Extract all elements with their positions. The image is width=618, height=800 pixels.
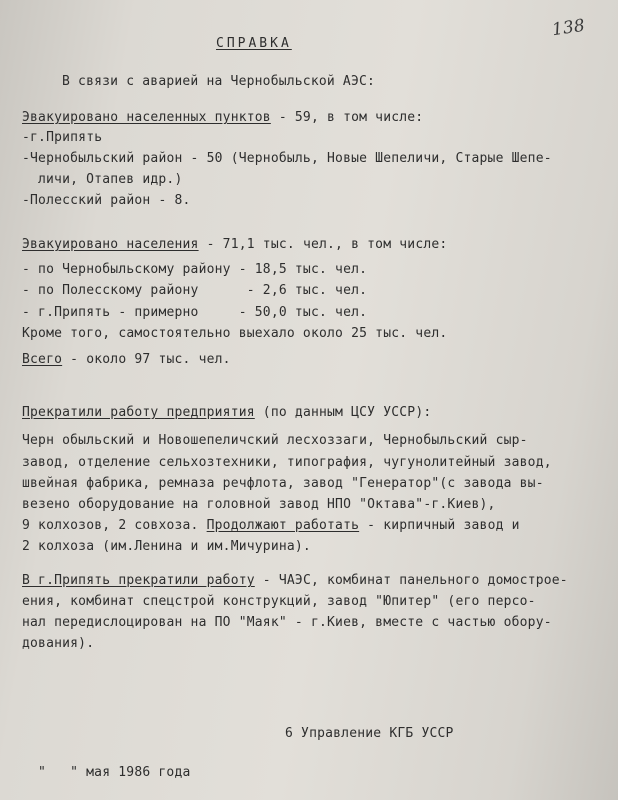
intro-line: В связи с аварией на Чернобыльской АЭС: xyxy=(62,74,376,89)
settlements-heading-rest: - 59, в том числе: xyxy=(270,110,424,125)
population-item: Кроме того, самостоятельно выехало около 25 тыс. чел. xyxy=(22,326,448,341)
pripyat-line: дования). xyxy=(22,636,95,651)
enterprises-line: Черн обыльский и Новошепеличский лесхоззаги, Чернобыльский сыр- xyxy=(22,433,528,448)
population-item: - по Чернобыльскому району - 18,5 тыс. чел. xyxy=(22,262,368,277)
pripyat-line: ения, комбинат спецстрой конструкций, завод "Юпитер" (его персо- xyxy=(22,594,536,609)
settlement-item: -г.Припять xyxy=(22,130,103,145)
enterprises-line: завод, отделение сельхозтехники, типография, чугунолитейный завод, xyxy=(22,455,552,470)
continue-working-label: Продолжают работать xyxy=(206,518,360,533)
population-item: - по Полесскому району - 2,6 тыс. чел. xyxy=(22,283,368,298)
document-date: " " мая 1986 года xyxy=(38,765,191,780)
population-total-rest: - около 97 тыс. чел. xyxy=(62,352,231,367)
enterprises-line: 2 колхоза (им.Ленина и им.Мичурина). xyxy=(22,539,311,554)
pripyat-line: нал передислоцирован на ПО "Маяк" - г.Киев, вместе с частью обору- xyxy=(22,615,552,630)
population-item: - г.Припять - примерно - 50,0 тыс. чел. xyxy=(22,305,368,320)
page-number: 138 xyxy=(550,15,587,41)
population-total-label: Всего xyxy=(22,352,63,367)
enterprises-line: везено оборудование на головной завод НПО "Октава"-г.Киев), xyxy=(22,497,496,512)
pripyat-heading-label: В г.Припять прекратили работу xyxy=(22,573,255,588)
enterprises-heading-label: Прекратили работу предприятия xyxy=(22,405,255,420)
pripyat-heading-rest: - ЧАЭС, комбинат панельного домострое- xyxy=(254,573,568,588)
enterprises-heading xyxy=(22,405,431,421)
signature: 6 Управление КГБ УССР xyxy=(285,726,454,741)
settlements-heading-label: Эвакуировано населенных пунктов xyxy=(22,110,271,125)
pripyat-heading xyxy=(22,573,568,589)
enterprises-line xyxy=(22,518,520,534)
population-heading-rest: - 71,1 тыс. чел., в том числе: xyxy=(198,237,448,252)
population-total xyxy=(22,352,231,368)
population-heading-label: Эвакуировано населения xyxy=(22,237,199,252)
settlement-item: личи, Отапев идр.) xyxy=(38,172,183,187)
enterprises-line5-post: - кирпичный завод и xyxy=(359,518,520,533)
settlement-item: -Чернобыльский район - 50 (Чернобыль, Новые Шепеличи, Старые Шепе- xyxy=(22,151,552,166)
enterprises-line5-pre: 9 колхозов, 2 совхоза. xyxy=(22,518,207,533)
document-title: СПРАВКА xyxy=(216,36,292,51)
settlement-item: -Полесский район - 8. xyxy=(22,193,191,208)
population-heading xyxy=(22,237,447,253)
settlements-heading xyxy=(22,110,423,126)
enterprises-line: швейная фабрика, ремназа речфлота, завод "Генератор"(с завода вы- xyxy=(22,476,544,491)
enterprises-heading-rest: (по данным ЦСУ УССР): xyxy=(254,405,432,420)
